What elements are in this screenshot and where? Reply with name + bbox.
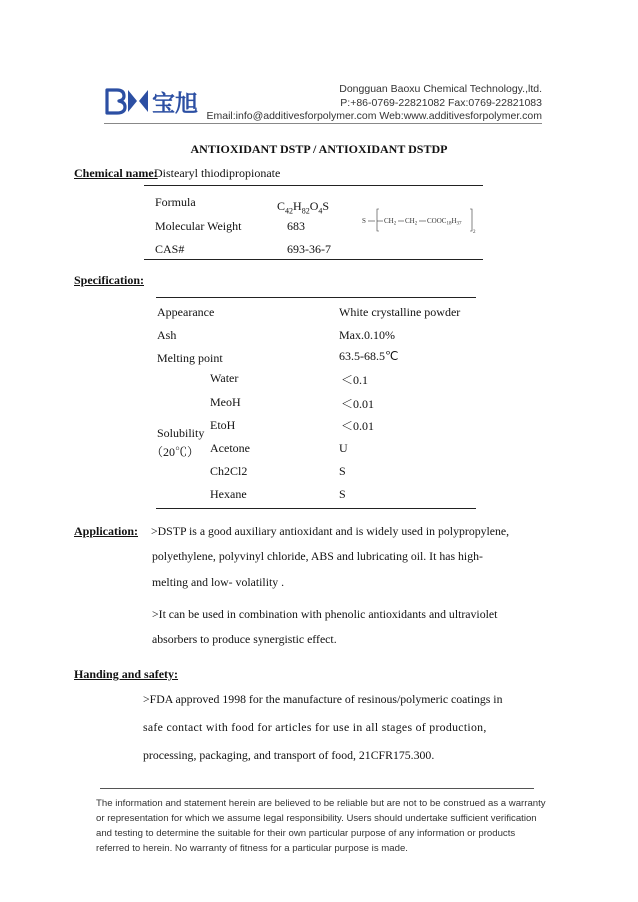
- cas-label: CAS#: [155, 242, 185, 256]
- spec-rule-top: [156, 297, 476, 298]
- solubility-value: S: [339, 464, 346, 478]
- disclaimer-line: or representation for which we assume legal responsibility. Users should undertake sufficient verification: [96, 813, 537, 824]
- application-line: melting and low- volatility .: [152, 575, 285, 589]
- application-line: absorbers to produce synergistic effect.: [152, 632, 337, 646]
- disclaimer-line: and testing to determine the suitable for their own particular purpose of any information or products: [96, 828, 516, 839]
- company-name: Dongguan Baoxu Chemical Technology.,ltd.: [339, 83, 542, 95]
- company-phone-fax: P:+86-0769-22821082 Fax:0769-22821083: [340, 97, 542, 109]
- structure-s: S: [362, 217, 366, 225]
- chemical-rule-top: [144, 185, 483, 186]
- appearance-label: Appearance: [157, 305, 215, 319]
- company-logo: [104, 86, 208, 116]
- structure-ch2-b: $CH_2$: [405, 217, 418, 227]
- handling-line: processing, packaging, and transport of food, 21CFR175.300.: [143, 748, 435, 762]
- handling-line: safe contact with food for articles for use in all stages of production,: [143, 720, 487, 734]
- application-line: polyethylene, polyvinyl chloride, ABS and lubricating oil. It has high-: [152, 549, 483, 563]
- solubility-temperature: （20℃）: [151, 445, 200, 459]
- structure-ch2-a: $CH_2$: [384, 217, 397, 227]
- company-email-web: Email:info@additivesforpolymer.com Web:www.additivesforpolymer.com: [206, 110, 542, 122]
- spec-rule-bottom: [156, 508, 476, 509]
- footer-divider: [100, 788, 534, 789]
- disclaimer-line: The information and statement herein are believed to be reliable but are not to be construed as a warranty: [96, 798, 546, 809]
- ash-value: Max.0.10%: [339, 328, 395, 342]
- ash-label: Ash: [157, 328, 177, 342]
- solvent-name: Acetone: [210, 441, 250, 455]
- mw-label: Molecular Weight: [155, 219, 242, 233]
- cas-value: 693-36-7: [287, 242, 331, 256]
- solvent-name: Water: [210, 371, 239, 385]
- solubility-value: ＜0.1: [341, 373, 369, 387]
- solubility-label: Solubility: [157, 426, 205, 440]
- handling-line: >FDA approved 1998 for the manufacture of resinous/polymeric coatings in: [143, 692, 503, 706]
- structure-ester: $COOC_{18}H_{37}$: [427, 217, 462, 227]
- structure-diagram: [360, 203, 478, 233]
- mw-value: 683: [287, 219, 305, 233]
- disclaimer: [96, 796, 546, 856]
- disclaimer-line: referred to herein. No warranty of fitness for a particular purpose is made.: [96, 843, 408, 854]
- handling-label: Handing and safety:: [74, 667, 179, 681]
- specification-label: Specification:: [74, 273, 144, 287]
- chemical-name-label: Chemical name:: [74, 166, 158, 180]
- application-line: >DSTP is a good auxiliary antioxidant and is widely used in polypropylene,: [151, 524, 510, 538]
- chemical-name-value: Distearyl thiodipropionate: [154, 166, 281, 180]
- structure-subscript: 2: [473, 230, 476, 233]
- formula-value: $C_{42}H_{82}O_4S$: [277, 199, 330, 216]
- solvent-name: EtoH: [210, 418, 236, 432]
- melting-point-value: 63.5-68.5℃: [339, 349, 399, 363]
- logo-text: 宝旭: [152, 91, 198, 116]
- chemical-rule-bottom: [144, 259, 483, 260]
- solvent-name: MeoH: [210, 395, 241, 409]
- solubility-value: ＜0.01: [341, 419, 375, 433]
- melting-point-label: Melting point: [157, 351, 223, 365]
- document-title: ANTIOXIDANT DSTP / ANTIOXIDANT DSTDP: [190, 142, 448, 156]
- application-label: Application:: [74, 524, 139, 538]
- solubility-value: U: [339, 441, 348, 455]
- solvent-name: Ch2Cl2: [210, 464, 248, 478]
- appearance-value: White crystalline powder: [339, 305, 461, 319]
- solubility-value: S: [339, 487, 346, 501]
- formula-label: Formula: [155, 195, 196, 209]
- solubility-value: ＜0.01: [341, 397, 375, 411]
- header-divider: [104, 123, 542, 124]
- application-line: >It can be used in combination with phenolic antioxidants and ultraviolet: [152, 607, 498, 621]
- solvent-name: Hexane: [210, 487, 247, 501]
